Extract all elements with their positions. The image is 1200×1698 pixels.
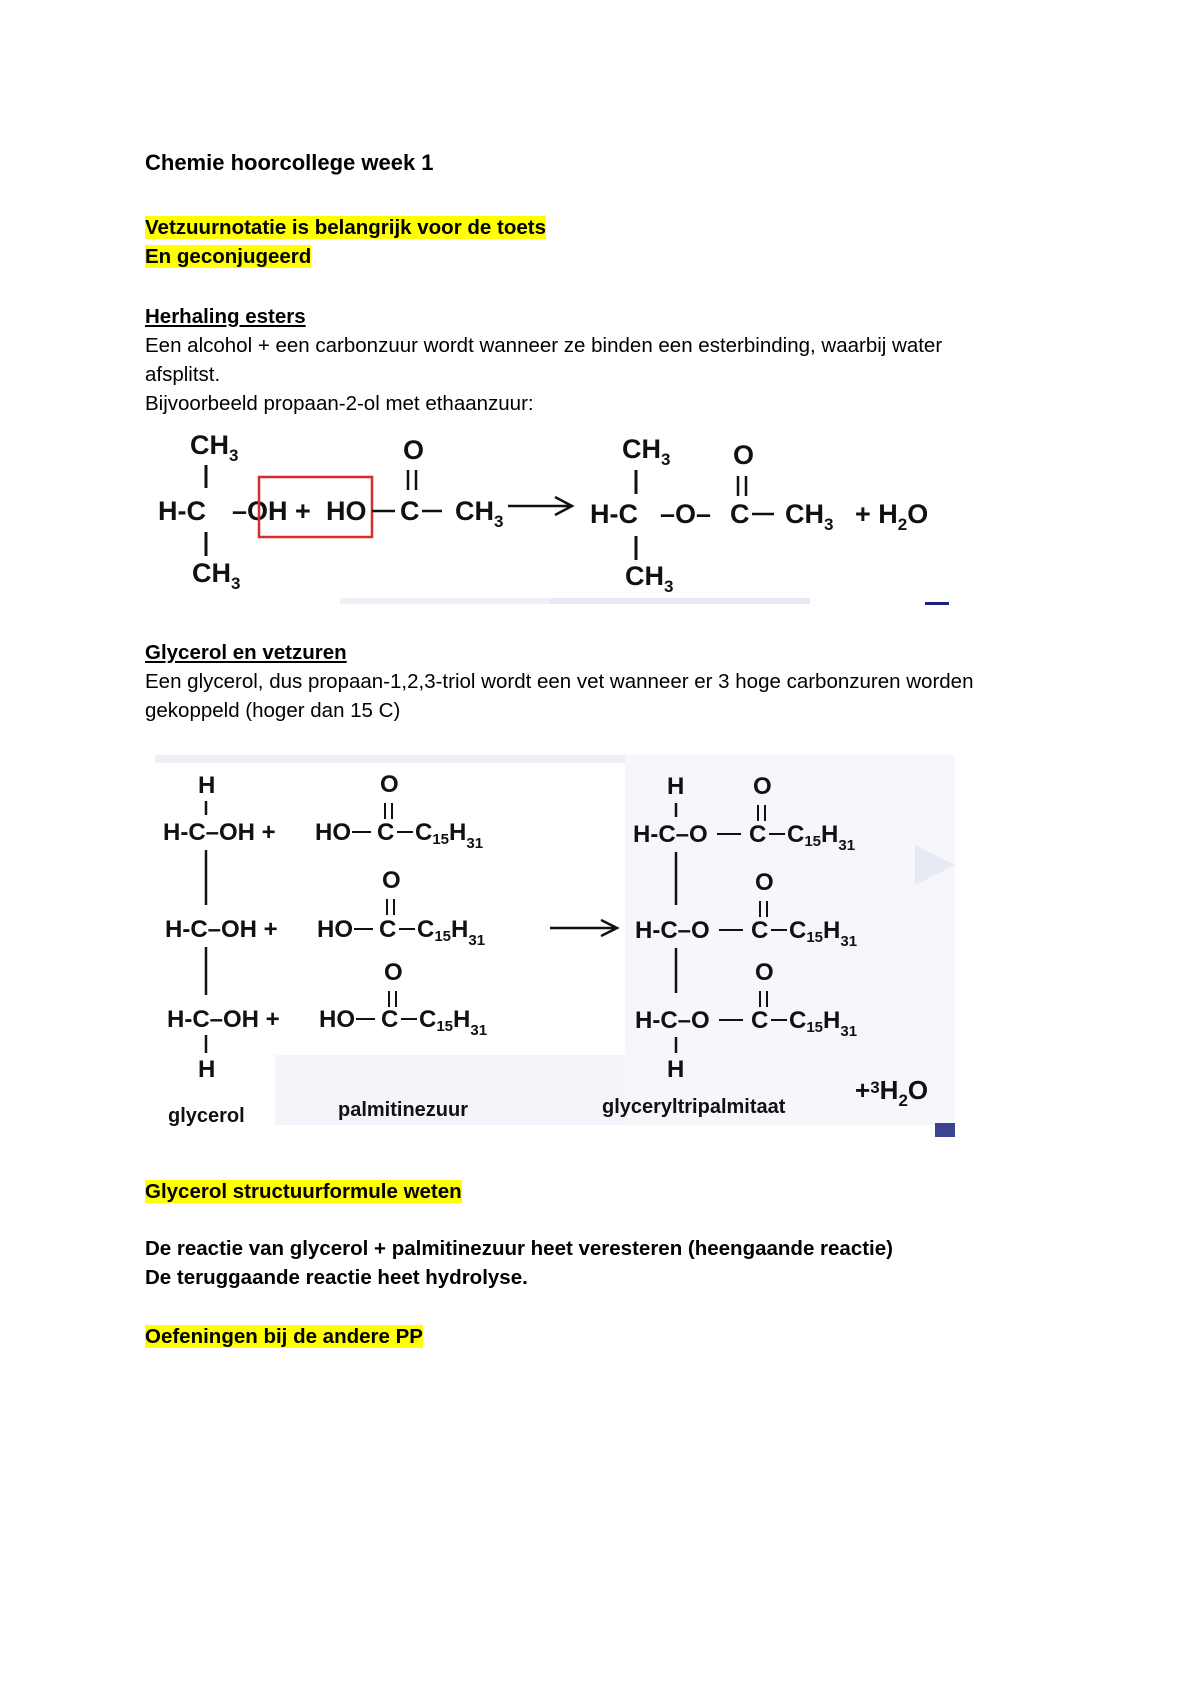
- o-product: O: [733, 440, 755, 470]
- c-acid-3: C: [381, 1006, 399, 1033]
- esters-paragraph-line1: Een alcohol + een carbonzuur wordt wanneer ze binden een esterbinding, waarbij water: [145, 334, 943, 357]
- hc-product: H-C: [590, 499, 638, 529]
- esterification-diagram: [155, 755, 955, 1145]
- o-acid-3: O: [384, 959, 403, 986]
- glycerol-paragraph-line1: Een glycerol, dus propaan-1,2,3-triol wordt een vet wanneer er 3 hoge carbonzuren worden: [145, 670, 974, 693]
- c-product-2: C: [751, 917, 769, 944]
- c-product: C: [730, 499, 750, 529]
- highlight-note-4: [145, 1322, 423, 1351]
- ch3-bottom-left: $CH_3$: [192, 558, 241, 593]
- glycerol-paragraph-line2: gekoppeld (hoger dan 15 C): [145, 699, 401, 722]
- chain-product-1: $C15H_{31}$: [787, 821, 856, 854]
- ch3-bottom-product: $CH_3$: [625, 561, 674, 596]
- highlight-text-4: Oefeningen bij de andere PP: [145, 1325, 423, 1348]
- highlight-text-2: En geconjugeerd: [145, 245, 312, 268]
- reaction-note-line2: De teruggaande reactie heet hydrolyse.: [145, 1266, 528, 1289]
- o-product-1: O: [753, 773, 772, 800]
- reaction-note-line1: De reactie van glycerol + palmitinezuur heet veresteren (heengaande reactie): [145, 1237, 893, 1260]
- hc-oh-2: H-C–OH +: [165, 916, 278, 943]
- ch3-top-left: $CH_3$: [190, 430, 239, 465]
- ho-acid-3: HO: [319, 1006, 355, 1033]
- highlight-text-3: Glycerol structuurformule weten: [145, 1180, 462, 1203]
- water-product: + $H_2O$: [855, 499, 929, 534]
- c-acid-1: C: [377, 819, 395, 846]
- highlight-note-2: [145, 242, 311, 271]
- o-acid-2: O: [382, 867, 401, 894]
- hc-o-2: H-C–O: [635, 917, 710, 944]
- o-link-product: –O–: [660, 499, 712, 529]
- c-product-1: C: [749, 821, 767, 848]
- o-product-3: O: [755, 959, 774, 986]
- plus-sign: +: [295, 496, 311, 526]
- o-product-2: O: [755, 869, 774, 896]
- h-top-product: H: [667, 773, 685, 800]
- chain-product-2: $C15H_{31}$: [789, 917, 858, 950]
- o-acid-1: O: [380, 771, 399, 798]
- highlight-note-3: [145, 1177, 462, 1206]
- ho-acid-1: HO: [315, 819, 351, 846]
- hc-oh-3: H-C–OH +: [167, 1006, 280, 1033]
- chain-acid-1: $C15H_{31}$: [415, 819, 484, 852]
- o-acid: O: [403, 435, 425, 465]
- oh-left: –OH: [232, 496, 288, 526]
- esters-paragraph-line2: afsplitst.: [145, 363, 221, 386]
- label-glyceryltripalmitaat: glyceryltripalmitaat: [602, 1096, 786, 1118]
- hc-left: H-C: [158, 496, 206, 526]
- esters-heading: Herhaling esters: [145, 305, 306, 328]
- ho-acid: HO: [326, 496, 367, 526]
- ch3-acid: $CH_3$: [455, 496, 504, 531]
- page-title: Chemie hoorcollege week 1: [145, 150, 434, 175]
- esters-example: Bijvoorbeeld propaan-2-ol met ethaanzuur:: [145, 392, 534, 415]
- h-top-glycerol: H: [198, 772, 216, 799]
- h-bottom-glycerol: H: [198, 1056, 216, 1083]
- chain-acid-2: $C15H_{31}$: [417, 916, 486, 949]
- ester-reaction-diagram: [150, 420, 950, 610]
- c-product-3: C: [751, 1007, 769, 1034]
- glycerol-heading: Glycerol en vetzuren: [145, 641, 347, 664]
- ho-acid-2: HO: [317, 916, 353, 943]
- water-product-2: $+^3H_2O$: [855, 1075, 929, 1110]
- chain-acid-3: $C15H_{31}$: [419, 1006, 488, 1039]
- ch3-product: $CH_3$: [785, 499, 834, 534]
- hc-o-1: H-C–O: [633, 821, 708, 848]
- ch3-top-product: $CH_3$: [622, 434, 671, 469]
- c-acid-2: C: [379, 916, 397, 943]
- hc-o-3: H-C–O: [635, 1007, 710, 1034]
- c-acid: C: [400, 496, 420, 526]
- highlight-text-1: Vetzuurnotatie is belangrijk voor de toets: [145, 216, 546, 239]
- hc-oh-1: H-C–OH +: [163, 819, 276, 846]
- label-glycerol: glycerol: [168, 1105, 245, 1127]
- chain-product-3: $C15H_{31}$: [789, 1007, 858, 1040]
- h-bottom-product: H: [667, 1056, 685, 1083]
- label-palmitinezuur: palmitinezuur: [338, 1099, 469, 1121]
- highlight-note-1: [145, 213, 546, 242]
